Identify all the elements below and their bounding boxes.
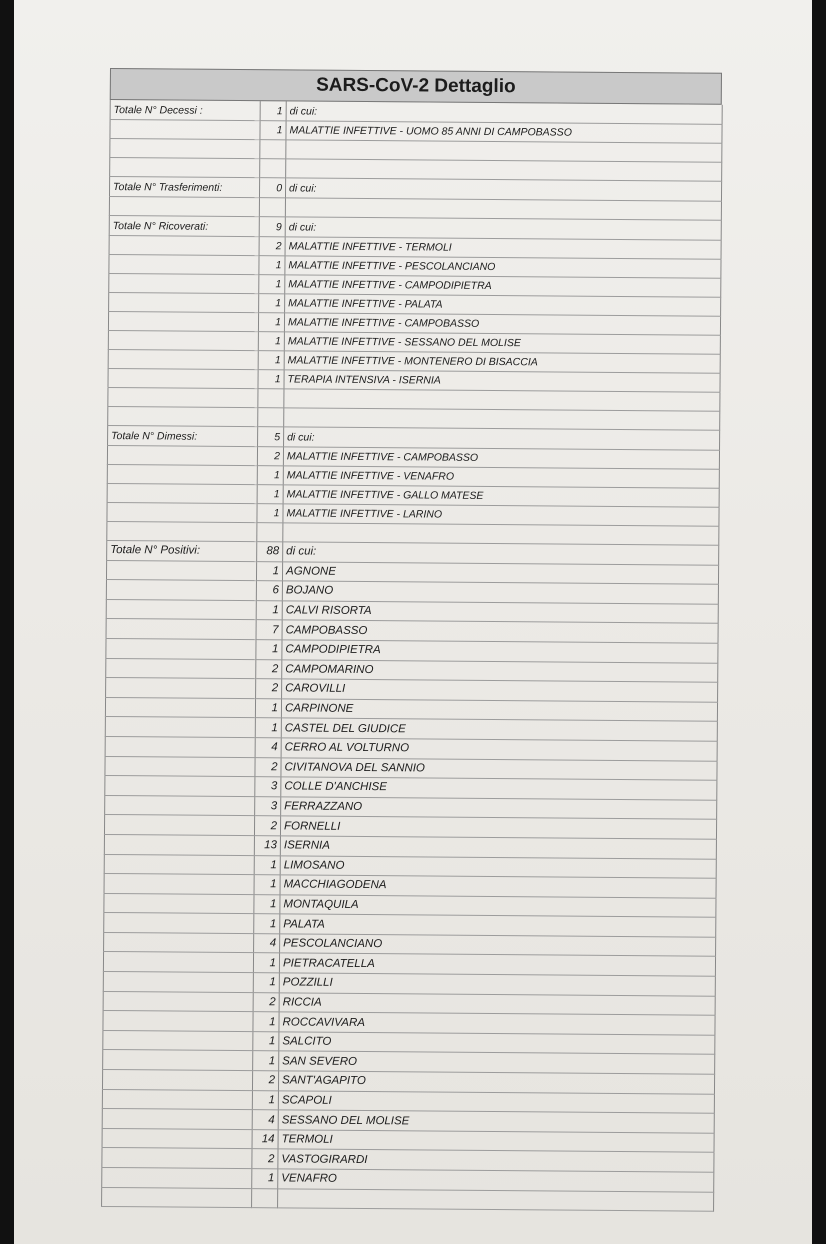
empty-cell bbox=[258, 408, 284, 427]
empty-cell bbox=[102, 1089, 252, 1110]
count-cell: 1 bbox=[254, 914, 280, 934]
count-cell: 1 bbox=[256, 640, 282, 660]
count-cell: 1 bbox=[254, 875, 280, 895]
section-label: Totale N° Decessi : bbox=[110, 100, 260, 121]
description-cell: SCAPOLI bbox=[278, 1090, 714, 1113]
description-cell: POZZILLI bbox=[279, 973, 715, 996]
description-cell: CARPINONE bbox=[281, 699, 717, 722]
empty-cell bbox=[260, 159, 286, 178]
empty-cell bbox=[108, 387, 258, 407]
blank-row bbox=[102, 1187, 714, 1211]
empty-cell bbox=[103, 952, 253, 973]
description-cell: FERRAZZANO bbox=[281, 797, 717, 820]
count-cell: 2 bbox=[255, 757, 281, 777]
empty-cell bbox=[103, 1011, 253, 1032]
description-cell: CAMPOMARINO bbox=[282, 659, 718, 682]
empty-cell bbox=[103, 1050, 253, 1071]
description-cell: COLLE D'ANCHISE bbox=[281, 777, 717, 800]
description-cell: ISERNIA bbox=[280, 836, 716, 859]
section-total: 5 bbox=[258, 427, 284, 447]
empty-cell bbox=[105, 756, 255, 777]
count-cell: 2 bbox=[252, 1071, 278, 1091]
description-cell: RICCIA bbox=[279, 993, 715, 1016]
empty-cell bbox=[252, 1188, 278, 1208]
empty-cell bbox=[102, 1187, 252, 1208]
count-cell: 4 bbox=[254, 934, 280, 954]
description-cell: MALATTIE INFETTIVE - GALLO MATESE bbox=[283, 485, 719, 507]
count-cell: 2 bbox=[257, 447, 283, 466]
of-label: di cui: bbox=[285, 217, 721, 240]
count-cell: 1 bbox=[257, 466, 283, 485]
empty-cell bbox=[109, 235, 259, 255]
description-cell: VENAFRO bbox=[278, 1169, 714, 1192]
description-cell: CERRO AL VOLTURNO bbox=[281, 738, 717, 761]
description-cell: CIVITANOVA DEL SANNIO bbox=[281, 757, 717, 780]
section-total: 9 bbox=[259, 217, 285, 237]
count-cell: 14 bbox=[252, 1129, 278, 1149]
count-cell: 1 bbox=[259, 294, 285, 313]
empty-cell bbox=[110, 120, 260, 140]
empty-cell bbox=[104, 834, 254, 855]
count-cell: 1 bbox=[258, 370, 284, 389]
empty-cell bbox=[105, 736, 255, 757]
count-cell: 1 bbox=[253, 973, 279, 993]
empty-cell bbox=[108, 368, 258, 388]
description-cell: MACCHIAGODENA bbox=[280, 875, 716, 898]
empty-cell bbox=[107, 521, 257, 541]
empty-cell bbox=[106, 678, 256, 699]
empty-cell bbox=[104, 893, 254, 914]
empty-cell bbox=[108, 330, 258, 350]
section-label: Totale N° Trasferimenti: bbox=[109, 177, 259, 198]
count-cell: 1 bbox=[255, 698, 281, 718]
empty-cell bbox=[104, 913, 254, 934]
report-table bbox=[101, 100, 723, 1212]
count-cell: 1 bbox=[259, 256, 285, 275]
description-cell: MALATTIE INFETTIVE - PALATA bbox=[285, 294, 721, 316]
count-cell: 4 bbox=[255, 738, 281, 758]
empty-cell bbox=[104, 854, 254, 875]
empty-cell bbox=[102, 1109, 252, 1130]
empty-cell bbox=[109, 273, 259, 293]
description-cell: BOJANO bbox=[282, 581, 718, 604]
count-cell: 1 bbox=[257, 504, 283, 523]
count-cell: 2 bbox=[256, 679, 282, 699]
section-total: 1 bbox=[260, 101, 286, 121]
count-cell: 2 bbox=[252, 1149, 278, 1169]
empty-cell bbox=[110, 158, 260, 178]
description-cell: CAMPOBASSO bbox=[282, 620, 718, 643]
empty-cell bbox=[106, 580, 256, 601]
paper-background bbox=[14, 0, 812, 1244]
empty-cell bbox=[108, 406, 258, 426]
description-cell: MALATTIE INFETTIVE - VENAFRO bbox=[283, 466, 719, 488]
empty-cell bbox=[107, 464, 257, 484]
empty-cell bbox=[257, 523, 283, 542]
count-cell: 1 bbox=[256, 561, 282, 581]
description-cell: MALATTIE INFETTIVE - LARINO bbox=[283, 504, 719, 526]
of-label: di cui: bbox=[285, 178, 721, 201]
empty-cell bbox=[107, 445, 257, 465]
section-total: 88 bbox=[257, 542, 283, 562]
empty-cell bbox=[106, 638, 256, 659]
count-cell: 4 bbox=[252, 1110, 278, 1130]
count-cell: 3 bbox=[255, 796, 281, 816]
count-cell: 2 bbox=[254, 816, 280, 836]
description-cell: SALCITO bbox=[279, 1032, 715, 1055]
description-cell: PIETRACATELLA bbox=[279, 953, 715, 976]
count-cell: 2 bbox=[259, 237, 285, 256]
description-cell: VASTOGIRARDI bbox=[278, 1149, 714, 1172]
count-cell: 1 bbox=[259, 275, 285, 294]
count-cell: 1 bbox=[258, 313, 284, 332]
empty-cell bbox=[104, 874, 254, 895]
empty-cell bbox=[102, 1070, 252, 1091]
count-cell: 2 bbox=[253, 992, 279, 1012]
count-cell: 3 bbox=[255, 777, 281, 797]
empty-cell bbox=[109, 196, 259, 216]
count-cell: 1 bbox=[253, 1051, 279, 1071]
empty-cell bbox=[106, 599, 256, 620]
empty-cell bbox=[105, 717, 255, 738]
section-label: Totale N° Ricoverati: bbox=[109, 215, 259, 236]
empty-cell bbox=[278, 1188, 714, 1211]
section-label: Totale N° Positivi: bbox=[107, 540, 257, 561]
empty-cell bbox=[105, 795, 255, 816]
empty-cell bbox=[104, 815, 254, 836]
count-cell: 1 bbox=[253, 1031, 279, 1051]
empty-cell bbox=[105, 697, 255, 718]
count-cell: 1 bbox=[254, 894, 280, 914]
empty-cell bbox=[103, 972, 253, 993]
empty-cell bbox=[103, 991, 253, 1012]
count-cell: 1 bbox=[256, 600, 282, 620]
description-cell: MALATTIE INFETTIVE - TERMOLI bbox=[285, 237, 721, 259]
count-cell: 1 bbox=[260, 121, 286, 140]
description-cell: MALATTIE INFETTIVE - PESCOLANCIANO bbox=[285, 256, 721, 278]
empty-cell bbox=[102, 1167, 252, 1188]
empty-cell bbox=[259, 198, 285, 217]
count-cell: 1 bbox=[253, 953, 279, 973]
description-cell: MALATTIE INFETTIVE - CAMPOBASSO bbox=[283, 447, 719, 469]
empty-cell bbox=[107, 483, 257, 503]
section-total: 0 bbox=[259, 178, 285, 198]
of-label: di cui: bbox=[283, 542, 719, 565]
empty-cell bbox=[103, 1030, 253, 1051]
empty-cell bbox=[260, 140, 286, 159]
empty-cell bbox=[109, 254, 259, 274]
count-cell: 1 bbox=[254, 855, 280, 875]
count-cell: 1 bbox=[257, 485, 283, 504]
of-label: di cui: bbox=[284, 427, 720, 450]
empty-cell bbox=[107, 502, 257, 522]
description-cell: LIMOSANO bbox=[280, 855, 716, 878]
count-cell: 1 bbox=[252, 1169, 278, 1189]
description-cell: SESSANO DEL MOLISE bbox=[278, 1110, 714, 1133]
count-cell: 1 bbox=[258, 332, 284, 351]
count-cell: 2 bbox=[256, 659, 282, 679]
count-cell: 13 bbox=[254, 836, 280, 856]
section-label: Totale N° Dimessi: bbox=[108, 425, 258, 446]
description-cell: CASTEL DEL GIUDICE bbox=[281, 718, 717, 741]
report-title: SARS-CoV-2 Dettaglio bbox=[110, 68, 722, 105]
empty-cell bbox=[105, 776, 255, 797]
description-cell: PESCOLANCIANO bbox=[280, 934, 716, 957]
empty-cell bbox=[258, 389, 284, 408]
description-cell: MALATTIE INFETTIVE - CAMPODIPIETRA bbox=[285, 275, 721, 297]
count-cell: 1 bbox=[253, 1012, 279, 1032]
description-cell: AGNONE bbox=[282, 561, 718, 584]
description-cell: CALVI RISORTA bbox=[282, 601, 718, 624]
description-cell: FORNELLI bbox=[280, 816, 716, 839]
description-cell: CAMPODIPIETRA bbox=[282, 640, 718, 663]
description-cell: MALATTIE INFETTIVE - MONTENERO DI BISACCIA bbox=[284, 351, 720, 373]
empty-cell bbox=[102, 1128, 252, 1149]
empty-cell bbox=[106, 658, 256, 679]
description-cell: TERMOLI bbox=[278, 1130, 714, 1153]
report-sheet bbox=[101, 68, 722, 1212]
empty-cell bbox=[108, 349, 258, 369]
count-cell: 7 bbox=[256, 620, 282, 640]
count-cell: 1 bbox=[252, 1090, 278, 1110]
count-cell: 1 bbox=[258, 351, 284, 370]
empty-cell bbox=[106, 560, 256, 581]
count-cell: 1 bbox=[255, 718, 281, 738]
empty-cell bbox=[102, 1148, 252, 1169]
description-cell: PALATA bbox=[280, 914, 716, 937]
count-cell: 6 bbox=[256, 581, 282, 601]
description-cell: SANT'AGAPITO bbox=[278, 1071, 714, 1094]
description-cell: MALATTIE INFETTIVE - CAMPOBASSO bbox=[284, 313, 720, 335]
description-cell: TERAPIA INTENSIVA - ISERNIA bbox=[284, 370, 720, 392]
empty-cell bbox=[110, 139, 260, 159]
empty-cell bbox=[108, 311, 258, 331]
empty-cell bbox=[106, 619, 256, 640]
description-cell: MONTAQUILA bbox=[280, 895, 716, 918]
description-cell: MALATTIE INFETTIVE - SESSANO DEL MOLISE bbox=[284, 332, 720, 354]
of-label: di cui: bbox=[286, 101, 722, 124]
empty-cell bbox=[104, 932, 254, 953]
description-cell: SAN SEVERO bbox=[279, 1051, 715, 1074]
description-cell: ROCCAVIVARA bbox=[279, 1012, 715, 1035]
description-cell: MALATTIE INFETTIVE - UOMO 85 ANNI DI CAMPOBASSO bbox=[286, 121, 722, 143]
description-cell: CAROVILLI bbox=[282, 679, 718, 702]
empty-cell bbox=[109, 292, 259, 312]
